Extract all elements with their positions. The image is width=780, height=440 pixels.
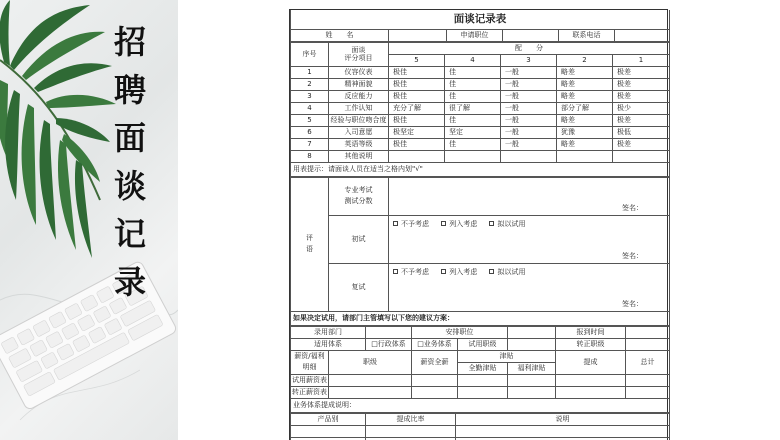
score-item-row xyxy=(291,138,670,150)
trial-table xyxy=(290,326,670,413)
written-test-field[interactable] xyxy=(389,177,670,215)
name-label: 姓 名 xyxy=(291,29,389,41)
ratio-cell[interactable] xyxy=(366,425,456,437)
item-option[interactable]: 极坚定 xyxy=(389,126,445,138)
salary-label-2: 明细 xyxy=(302,363,317,371)
item-no: 3 xyxy=(291,90,329,102)
item-option[interactable]: 佳 xyxy=(445,90,501,102)
note-header: 说明 xyxy=(456,413,670,425)
trial-salary-cell[interactable] xyxy=(412,374,458,386)
score-5: 5 xyxy=(389,54,445,66)
item-option[interactable] xyxy=(389,150,445,162)
title-char: 谈 xyxy=(113,167,146,205)
score-item-row xyxy=(291,90,670,102)
item-option[interactable]: 部分了解 xyxy=(557,102,613,114)
item-option[interactable]: 充分了解 xyxy=(389,102,445,114)
score-table xyxy=(290,42,670,177)
score-items xyxy=(291,66,670,162)
item-option[interactable]: 一般 xyxy=(501,138,557,150)
item-option[interactable]: 佳 xyxy=(445,114,501,126)
business-note: 业务体系提成说明： xyxy=(291,398,670,412)
regular-salary-cell[interactable] xyxy=(458,386,508,398)
item-name: 仪容仪表 xyxy=(329,66,389,78)
checkbox-icon xyxy=(489,221,494,226)
item-option[interactable]: 一般 xyxy=(501,114,557,126)
sign-label: 签名： xyxy=(622,251,643,260)
salary-label-1: 薪资/福利 xyxy=(294,352,325,360)
item-header-line-1: 面谈 xyxy=(351,46,366,54)
regular-salary-cell[interactable] xyxy=(329,386,412,398)
item-name: 其他说明 xyxy=(329,150,389,162)
checkbox-icon xyxy=(441,269,446,274)
item-option[interactable]: 略差 xyxy=(557,138,613,150)
item-name: 精神面貌 xyxy=(329,78,389,90)
item-option[interactable]: 犹豫 xyxy=(557,126,613,138)
first-round-options xyxy=(393,220,535,229)
interview-record-form xyxy=(289,9,668,440)
date-label: 报到时间 xyxy=(556,326,626,338)
item-option[interactable]: 极差 xyxy=(613,78,670,90)
written-test-line-1: 专业考试 xyxy=(344,186,373,194)
vertical-title xyxy=(108,18,152,306)
sign-label: 签名： xyxy=(622,299,643,308)
regular-salary-cell[interactable] xyxy=(508,386,556,398)
title-char: 招 xyxy=(113,23,146,61)
review-label-2: 语 xyxy=(306,245,313,253)
trial-salary-label: 试用薪资表 xyxy=(291,374,329,386)
total-header: 总计 xyxy=(626,350,670,374)
item-no: 1 xyxy=(291,66,329,78)
option-reject[interactable]: 不予考虑 xyxy=(393,268,429,276)
item-option[interactable]: 佳 xyxy=(445,138,501,150)
item-option[interactable]: 略差 xyxy=(557,90,613,102)
item-option[interactable]: 一般 xyxy=(501,126,557,138)
system-label: 适用体系 xyxy=(291,338,366,350)
attendance-header: 全勤津贴 xyxy=(458,362,508,374)
item-no: 7 xyxy=(291,138,329,150)
item-option[interactable]: 佳 xyxy=(445,66,501,78)
option-consider[interactable]: 列入考虑 xyxy=(441,220,477,228)
regular-grade-field[interactable] xyxy=(626,338,670,350)
option-trial[interactable]: 拟以试用 xyxy=(489,268,525,276)
item-option[interactable]: 极佳 xyxy=(389,138,445,150)
title-char: 记 xyxy=(113,215,146,253)
phone-label: 联系电话 xyxy=(559,29,615,41)
item-name: 英语等级 xyxy=(329,138,389,150)
item-header-line-2: 评分项目 xyxy=(344,54,373,62)
item-option[interactable]: 极差 xyxy=(613,138,670,150)
date-field[interactable] xyxy=(626,326,670,338)
product-header: 产品别 xyxy=(291,413,366,425)
usage-tip: 用表提示：请面谈人员在适当之格内划"√" xyxy=(291,162,670,176)
score-item-row xyxy=(291,114,670,126)
item-option[interactable]: 极差 xyxy=(613,90,670,102)
item-option[interactable]: 极佳 xyxy=(389,66,445,78)
score-item-row xyxy=(291,150,670,162)
item-no: 2 xyxy=(291,78,329,90)
item-option[interactable] xyxy=(557,150,613,162)
trial-salary-cell[interactable] xyxy=(556,374,626,386)
note-cell[interactable] xyxy=(456,425,670,437)
item-option[interactable] xyxy=(445,150,501,162)
item-option[interactable]: 坚定 xyxy=(445,126,501,138)
item-header xyxy=(329,42,389,66)
level-header: 职级 xyxy=(329,350,412,374)
item-option[interactable]: 极低 xyxy=(613,126,670,138)
item-no: 6 xyxy=(291,126,329,138)
position-field[interactable] xyxy=(503,29,559,41)
position-label: 申请职位 xyxy=(447,29,503,41)
option-trial[interactable]: 拟以试用 xyxy=(489,220,525,228)
form-title: 面谈记录表 xyxy=(291,10,670,29)
option-reject[interactable]: 不予考虑 xyxy=(393,220,429,228)
review-label-1: 评 xyxy=(306,234,313,242)
item-option[interactable]: 略差 xyxy=(557,66,613,78)
score-item-row xyxy=(291,102,670,114)
checkbox-icon xyxy=(489,269,494,274)
form-table-top xyxy=(290,10,670,42)
score-1: 1 xyxy=(613,54,670,66)
trial-grade-label: 试用职级 xyxy=(458,338,508,350)
second-round-field[interactable] xyxy=(389,263,670,311)
trial-salary-cell[interactable] xyxy=(329,374,412,386)
post-label: 安排职位 xyxy=(412,326,508,338)
commission-header: 提成 xyxy=(556,350,626,374)
item-no: 4 xyxy=(291,102,329,114)
no-header: 序号 xyxy=(291,42,329,66)
score-4: 4 xyxy=(445,54,501,66)
decorative-photo-panel xyxy=(0,0,178,440)
option-consider[interactable]: 列入考虑 xyxy=(441,268,477,276)
sign-label: 签名： xyxy=(622,203,643,212)
item-option[interactable]: 一般 xyxy=(501,78,557,90)
trial-grade-field[interactable] xyxy=(508,338,556,350)
item-option[interactable]: 极佳 xyxy=(389,90,445,102)
regular-salary-cell[interactable] xyxy=(412,386,458,398)
score-item-row xyxy=(291,126,670,138)
item-option[interactable] xyxy=(501,150,557,162)
item-option[interactable]: 极佳 xyxy=(389,78,445,90)
second-round-label: 复试 xyxy=(329,263,389,311)
item-option[interactable]: 一般 xyxy=(501,102,557,114)
written-test-line-2: 测试分数 xyxy=(344,197,373,205)
item-option[interactable]: 很了解 xyxy=(445,102,501,114)
checkbox-icon xyxy=(441,221,446,226)
full-pay-header: 薪资全薪 xyxy=(412,350,458,374)
phone-field[interactable] xyxy=(615,29,670,41)
score-3: 3 xyxy=(501,54,557,66)
regular-salary-cell[interactable] xyxy=(556,386,626,398)
title-char: 聘 xyxy=(113,71,146,109)
item-option[interactable]: 佳 xyxy=(445,78,501,90)
item-no: 5 xyxy=(291,114,329,126)
score-item-row xyxy=(291,66,670,78)
system-admin[interactable]: □行政体系 xyxy=(366,338,412,350)
item-name: 反应能力 xyxy=(329,90,389,102)
review-table xyxy=(290,177,670,326)
item-name: 经验与职位吻合度 xyxy=(329,114,389,126)
title-char: 录 xyxy=(113,263,146,301)
trial-salary-cell[interactable] xyxy=(626,374,670,386)
welfare-header: 福利津贴 xyxy=(508,362,556,374)
item-option[interactable]: 略差 xyxy=(557,114,613,126)
written-test-label xyxy=(329,177,389,215)
item-name: 入司意愿 xyxy=(329,126,389,138)
trial-note: 如果决定试用，请部门主管填写以下您的建议方案： xyxy=(291,311,670,325)
salary-label xyxy=(291,350,329,374)
dept-field[interactable] xyxy=(366,326,412,338)
score-item-row xyxy=(291,78,670,90)
ratio-header: 提成比率 xyxy=(366,413,456,425)
item-option[interactable]: 极佳 xyxy=(389,114,445,126)
regular-salary-cell[interactable] xyxy=(626,386,670,398)
item-option[interactable] xyxy=(613,150,670,162)
regular-grade-label: 转正职级 xyxy=(556,338,626,350)
first-round-label: 初试 xyxy=(329,215,389,263)
regular-salary-label: 转正薪资表 xyxy=(291,386,329,398)
first-round-field[interactable] xyxy=(389,215,670,263)
item-no: 8 xyxy=(291,150,329,162)
system-business[interactable]: □业务体系 xyxy=(412,338,458,350)
item-name: 工作认知 xyxy=(329,102,389,114)
allowance-header: 津贴 xyxy=(458,350,556,362)
item-option[interactable]: 一般 xyxy=(501,90,557,102)
trial-salary-cell[interactable] xyxy=(508,374,556,386)
title-char: 面 xyxy=(113,119,146,157)
checkbox-icon xyxy=(393,269,398,274)
name-field[interactable] xyxy=(389,29,447,41)
dept-label: 录用部门 xyxy=(291,326,366,338)
score-header: 配 分 xyxy=(389,42,670,54)
item-option[interactable]: 极少 xyxy=(613,102,670,114)
product-cell[interactable] xyxy=(291,425,366,437)
item-option[interactable]: 略差 xyxy=(557,78,613,90)
trial-salary-cell[interactable] xyxy=(458,374,508,386)
second-round-options xyxy=(393,268,535,277)
item-option[interactable]: 极差 xyxy=(613,114,670,126)
score-2: 2 xyxy=(557,54,613,66)
checkbox-icon xyxy=(393,221,398,226)
post-field[interactable] xyxy=(508,326,556,338)
review-label xyxy=(291,177,329,311)
item-option[interactable]: 极差 xyxy=(613,66,670,78)
item-option[interactable]: 一般 xyxy=(501,66,557,78)
product-table xyxy=(290,413,670,440)
